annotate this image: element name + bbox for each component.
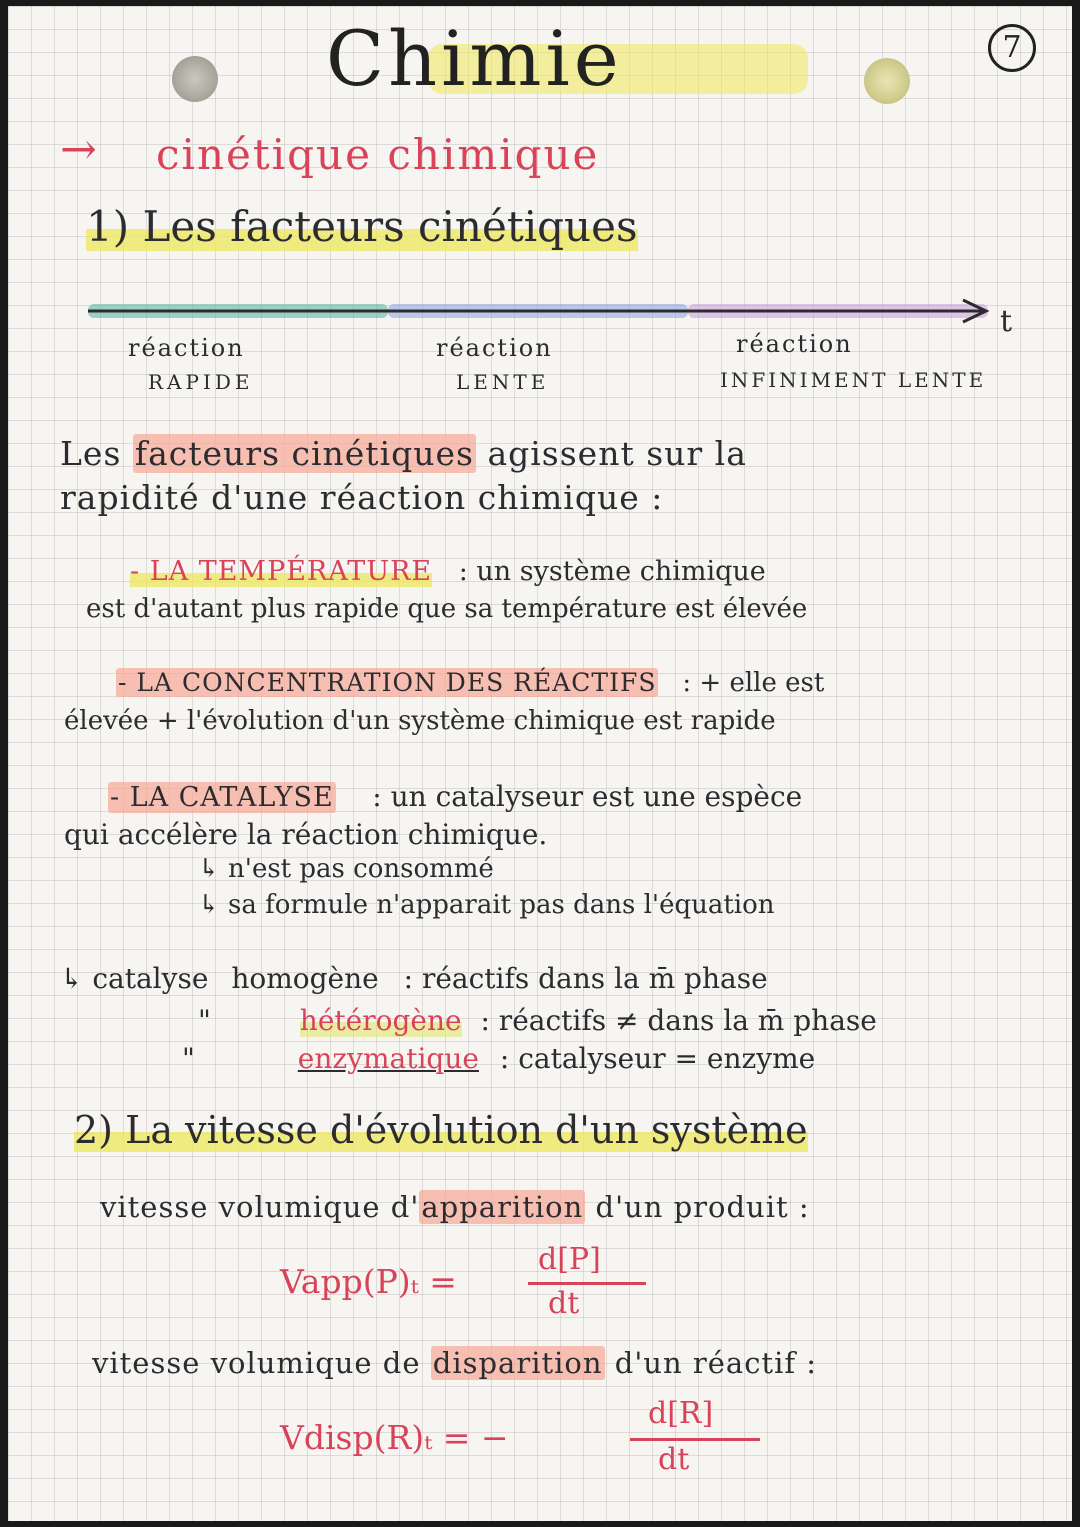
timeline [78, 292, 1038, 332]
intro-line-1 [60, 434, 747, 473]
catalysis-type-enzymatique [182, 1042, 815, 1075]
binder-hole-left [172, 56, 218, 102]
intro-line-2: rapidité d'une réaction chimique : [60, 478, 664, 517]
catalysis-type-homogene-desc: : réactifs dans la m̄ phase [403, 962, 768, 995]
disappearance-label-after: d'un réactif : [604, 1346, 818, 1380]
catalysis-type-heterogene-prefix: " [198, 1004, 211, 1037]
appearance-label-before: vitesse volumique d' [100, 1190, 420, 1224]
catalysis-type-homogene-prefix: ↳ catalyse [60, 962, 209, 995]
catalysis-type-homogene [60, 962, 768, 995]
factor-concentration-line-2: élevée + l'évolution d'un système chimique est rapide [64, 706, 776, 736]
factor-concentration-line-1 [116, 668, 824, 698]
factor-catalysis-name: - LA CATALYSE [110, 782, 334, 813]
appearance-label-after: d'un produit : [585, 1190, 810, 1224]
catalysis-type-enzymatique-prefix: " [182, 1042, 195, 1075]
disappearance-fraction-bar [630, 1438, 760, 1441]
factor-catalysis-line-1 [108, 780, 802, 813]
timeline-stage-1-line2: RAPIDE [148, 370, 254, 394]
section-2-title [74, 1108, 808, 1152]
notebook-page [8, 6, 1072, 1521]
factor-temperature-name: - LA TEMPÉRATURE [130, 556, 433, 587]
catalyst-note-1: ↳ n'est pas consommé [198, 854, 494, 884]
catalysis-type-homogene-name: homogène [231, 962, 379, 995]
subtitle-arrow: → [60, 124, 97, 175]
intro-highlight: facteurs cinétiques [134, 434, 474, 473]
factor-catalysis-text-1: : un catalyseur est une espèce [372, 780, 803, 813]
page-number: 7 [1002, 30, 1022, 65]
catalysis-type-enzymatique-desc: : catalyseur = enzyme [499, 1042, 816, 1075]
factor-temperature-text-1: : un système chimique [458, 556, 766, 587]
page-title: Chimie [326, 14, 623, 103]
section-1-title-text: 1) Les facteurs cinétiques [86, 202, 638, 251]
page-number-circle [988, 24, 1036, 72]
appearance-fraction-bar [528, 1282, 646, 1285]
catalysis-type-enzymatique-name: enzymatique [297, 1042, 479, 1075]
timeline-stage-2-line1: réaction [436, 334, 553, 362]
factor-temperature-line-1 [130, 556, 766, 587]
disappearance-formula-lhs: Vdisp(R)ₜ = − [280, 1418, 509, 1457]
catalyst-note-2: ↳ sa formule n'apparait pas dans l'équation [198, 890, 775, 920]
intro-before: Les [60, 434, 133, 473]
timeline-stage-3-line2: INFINIMENT LENTE [720, 368, 987, 392]
section-2-title-text: 2) La vitesse d'évolution d'un système [74, 1108, 808, 1152]
appearance-label-highlight: apparition [421, 1190, 584, 1224]
binder-hole-right [864, 58, 910, 104]
timeline-stage-1-line1: réaction [128, 334, 245, 362]
appearance-formula-numerator: d[P] [538, 1242, 601, 1277]
factor-temperature-line-2: est d'autant plus rapide que sa température est élevée [86, 594, 808, 624]
factor-concentration-name: - LA CONCENTRATION DES RÉACTIFS [118, 668, 657, 697]
disappearance-formula-denominator: dt [658, 1442, 690, 1477]
timeline-axis-label: t [1000, 304, 1013, 339]
disappearance-label [92, 1346, 817, 1380]
catalysis-type-heterogene-desc: : réactifs ≠ dans la m̄ phase [480, 1004, 877, 1037]
appearance-formula-lhs: Vapp(P)ₜ = [280, 1262, 457, 1301]
disappearance-label-highlight: disparition [432, 1346, 603, 1380]
appearance-label [100, 1190, 810, 1224]
section-1-title [86, 202, 638, 251]
catalysis-type-heterogene [198, 1004, 877, 1037]
disappearance-label-before: vitesse volumique de [92, 1346, 431, 1380]
timeline-stage-2-line2: LENTE [456, 370, 550, 394]
factor-catalysis-line-2: qui accélère la réaction chimique. [64, 818, 548, 851]
intro-after: agissent sur la [475, 434, 747, 473]
disappearance-formula-numerator: d[R] [648, 1396, 714, 1431]
catalysis-type-heterogene-name: hétérogène [299, 1004, 462, 1037]
timeline-stage-3-line1: réaction [736, 330, 853, 358]
appearance-formula-denominator: dt [548, 1286, 580, 1321]
factor-concentration-text-1: : + elle est [682, 668, 825, 698]
subtitle: cinétique chimique [156, 130, 600, 179]
